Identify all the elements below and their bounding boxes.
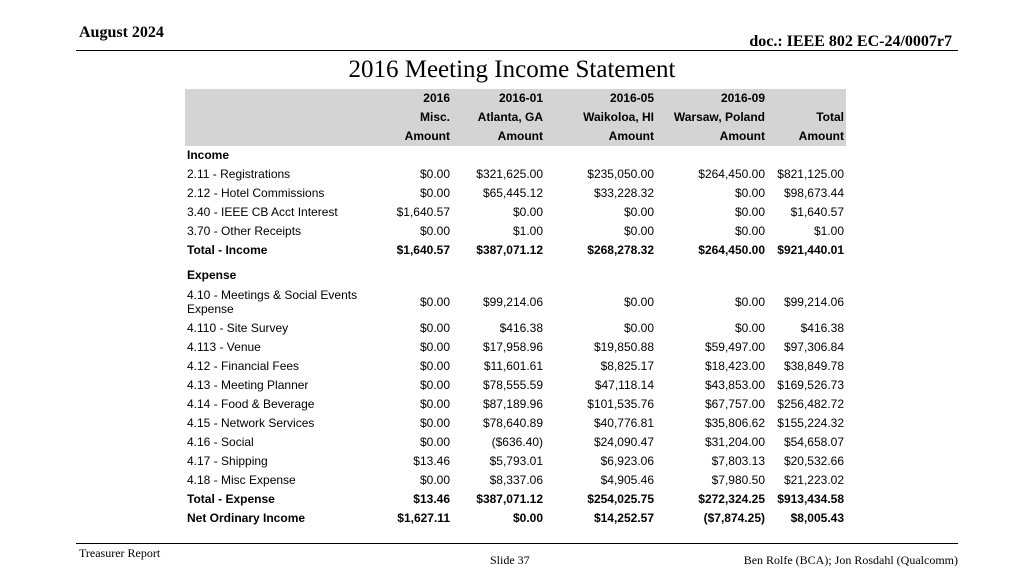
cell-value: $0.00 [419,435,450,449]
cell-value: $1,627.11 [397,511,450,525]
cell-value: $921,440.01 [777,243,844,257]
col-header: Amount [386,127,452,146]
cell-value: $268,278.32 [587,243,654,257]
cell-value: $18,423.00 [704,359,765,373]
cell-value: $35,806.62 [704,416,765,430]
cell-value: $87,189.96 [482,397,543,411]
cell-value: $17,958.96 [482,340,543,354]
cell-value: $78,640.89 [482,416,543,430]
row-label: Total - Expense [187,492,275,506]
cell-value: $101,535.76 [587,397,654,411]
table-row [185,395,846,414]
cell-value: $99,214.06 [482,295,543,309]
cell-value: $0.00 [419,397,450,411]
cell-value: $19,850.88 [593,340,654,354]
cell-value: $24,090.47 [593,435,654,449]
cell-value: $416.38 [499,321,543,335]
cell-value: $387,071.12 [476,492,543,506]
cell-value: $1,640.57 [790,205,844,219]
cell-value: $0.00 [734,205,765,219]
cell-value: $0.00 [419,340,450,354]
col-header: Warsaw, Poland [656,108,767,127]
cell-value: $264,450.00 [698,243,765,257]
header-row-location [185,108,846,127]
table-row [185,471,846,490]
cell-value: $13.46 [413,454,450,468]
table-row [185,222,846,241]
cell-value: $1,640.57 [396,243,450,257]
cell-value: $0.00 [734,224,765,238]
cell-value: $0.00 [419,295,450,309]
col-header: 2016-09 [656,89,767,108]
cell-value: $78,555.59 [482,378,543,392]
cell-value: $0.00 [734,295,765,309]
col-header [767,89,846,108]
table-row [185,452,846,471]
cell-value: $913,434.58 [777,492,844,506]
cell-value: $33,228.32 [593,186,654,200]
header-date: August 2024 [79,24,164,41]
cell-value: $8,825.17 [600,359,654,373]
table-row [185,338,846,357]
row-label: Net Ordinary Income [187,511,306,525]
cell-value: $1,640.57 [396,205,450,219]
col-header: Amount [452,127,545,146]
cell-value: $321,625.00 [476,167,543,181]
cell-value: $6,923.06 [600,454,654,468]
header-doc-id: doc.: IEEE 802 EC-24/0007r7 [749,33,952,50]
cell-value: $272,324.25 [698,492,765,506]
cell-value: $0.00 [512,205,543,219]
cell-value: $40,776.81 [593,416,654,430]
cell-value: $21,223.02 [783,473,844,487]
header-divider [76,50,958,51]
expense-section-heading [185,266,846,285]
cell-value: $0.00 [623,205,654,219]
cell-value: $169,526.73 [777,378,844,392]
table-row [185,376,846,395]
cell-value: $7,803.13 [711,454,765,468]
cell-value: $59,497.00 [704,340,765,354]
row-label: 4.113 - Venue [187,340,261,354]
cell-value: $67,757.00 [704,397,765,411]
row-label: 4.18 - Misc Expense [187,473,296,487]
cell-value: $99,214.06 [783,295,844,309]
income-statement-table [185,89,846,528]
section-label: Income [187,148,230,162]
col-header: Atlanta, GA [452,108,545,127]
total-expense-row [185,490,846,509]
cell-value: $264,450.00 [698,167,765,181]
cell-value: $14,252.57 [593,511,654,525]
row-label: 4.16 - Social [187,435,254,449]
cell-value: $65,445.12 [482,186,543,200]
cell-value: $0.00 [419,167,450,181]
col-header: 2016-05 [545,89,656,108]
cell-value: $0.00 [623,224,654,238]
cell-value: $8,337.06 [489,473,543,487]
cell-value: $4,905.46 [600,473,654,487]
col-header: Waikoloa, HI [545,108,656,127]
cell-value: $38,849.78 [783,359,844,373]
cell-value: $13.46 [413,492,450,506]
table-row [185,357,846,376]
row-label: 3.40 - IEEE CB Acct Interest [187,205,338,219]
cell-value: $416.38 [800,321,844,335]
cell-value: $20,532.66 [783,454,844,468]
cell-value: $0.00 [623,321,654,335]
header-blank [185,89,386,108]
cell-value: $5,793.01 [489,454,543,468]
table-row [185,433,846,452]
cell-value: $0.00 [419,321,450,335]
cell-value: $0.00 [512,511,543,525]
cell-value: $8,005.43 [790,511,844,525]
cell-value: $387,071.12 [476,243,543,257]
cell-value: $235,050.00 [587,167,654,181]
cell-value: $0.00 [419,473,450,487]
cell-value: $97,306.84 [783,340,844,354]
total-income-row [185,241,846,260]
row-label: 2.12 - Hotel Commissions [187,186,325,200]
row-label: 4.17 - Shipping [187,454,268,468]
row-label: 3.70 - Other Receipts [187,224,302,238]
cell-value: $7,980.50 [711,473,765,487]
cell-value: $0.00 [419,224,450,238]
net-income-row [185,509,846,528]
row-label: 4.15 - Network Services [187,416,315,430]
footer-authors: Ben Rolfe (BCA); Jon Rosdahl (Qualcomm) [743,553,958,567]
cell-value: $0.00 [419,416,450,430]
cell-value: $31,204.00 [704,435,765,449]
footer-divider [76,543,958,544]
cell-value: $254,025.75 [587,492,654,506]
row-label: 4.110 - Site Survey [187,321,289,335]
cell-value: $821,125.00 [777,167,844,181]
table-row [185,319,846,338]
cell-value: $256,482.72 [777,397,844,411]
cell-value: $0.00 [623,295,654,309]
cell-value: $11,601.61 [483,359,543,373]
cell-value: $0.00 [734,186,765,200]
table-row [185,184,846,203]
row-label: 4.12 - Financial Fees [187,359,300,373]
cell-value: $0.00 [419,378,450,392]
cell-value: $1.00 [512,224,543,238]
row-label: 4.14 - Food & Beverage [187,397,315,411]
col-header: Amount [767,127,846,146]
table-row [185,285,846,319]
col-header: 2016 [386,89,452,108]
header-blank [185,108,386,127]
table-row [185,165,846,184]
cell-value: $0.00 [734,321,765,335]
col-header: Amount [545,127,656,146]
col-header: 2016-01 [452,89,545,108]
cell-value: $1.00 [813,224,844,238]
footer-slide-number: Slide 37 [490,553,530,567]
row-label: 2.11 - Registrations [187,167,291,181]
header-blank [185,127,386,146]
section-label: Expense [187,268,237,282]
cell-value: $43,853.00 [704,378,765,392]
row-label: 4.10 - Meetings & Social Events Expense [187,288,358,316]
cell-value: $98,673.44 [783,186,844,200]
row-label: 4.13 - Meeting Planner [187,378,309,392]
cell-value: ($7,874.25) [703,511,765,525]
cell-value: $0.00 [419,186,450,200]
row-label: Total - Income [187,243,268,257]
header-row-year [185,89,846,108]
cell-value: $47,118.14 [594,378,654,392]
table-row [185,414,846,433]
cell-value: $0.00 [419,359,450,373]
col-header: Total [767,108,846,127]
col-header: Amount [656,127,767,146]
cell-value: ($636.40) [491,435,543,449]
cell-value: $54,658.07 [783,435,844,449]
cell-value: $155,224.32 [777,416,844,430]
footer-report-name: Treasurer Report [79,546,161,560]
table-row [185,203,846,222]
header-row-amount [185,127,846,146]
col-header: Misc. [386,108,452,127]
page-title: 2016 Meeting Income Statement [348,56,676,83]
income-section-heading [185,146,846,165]
